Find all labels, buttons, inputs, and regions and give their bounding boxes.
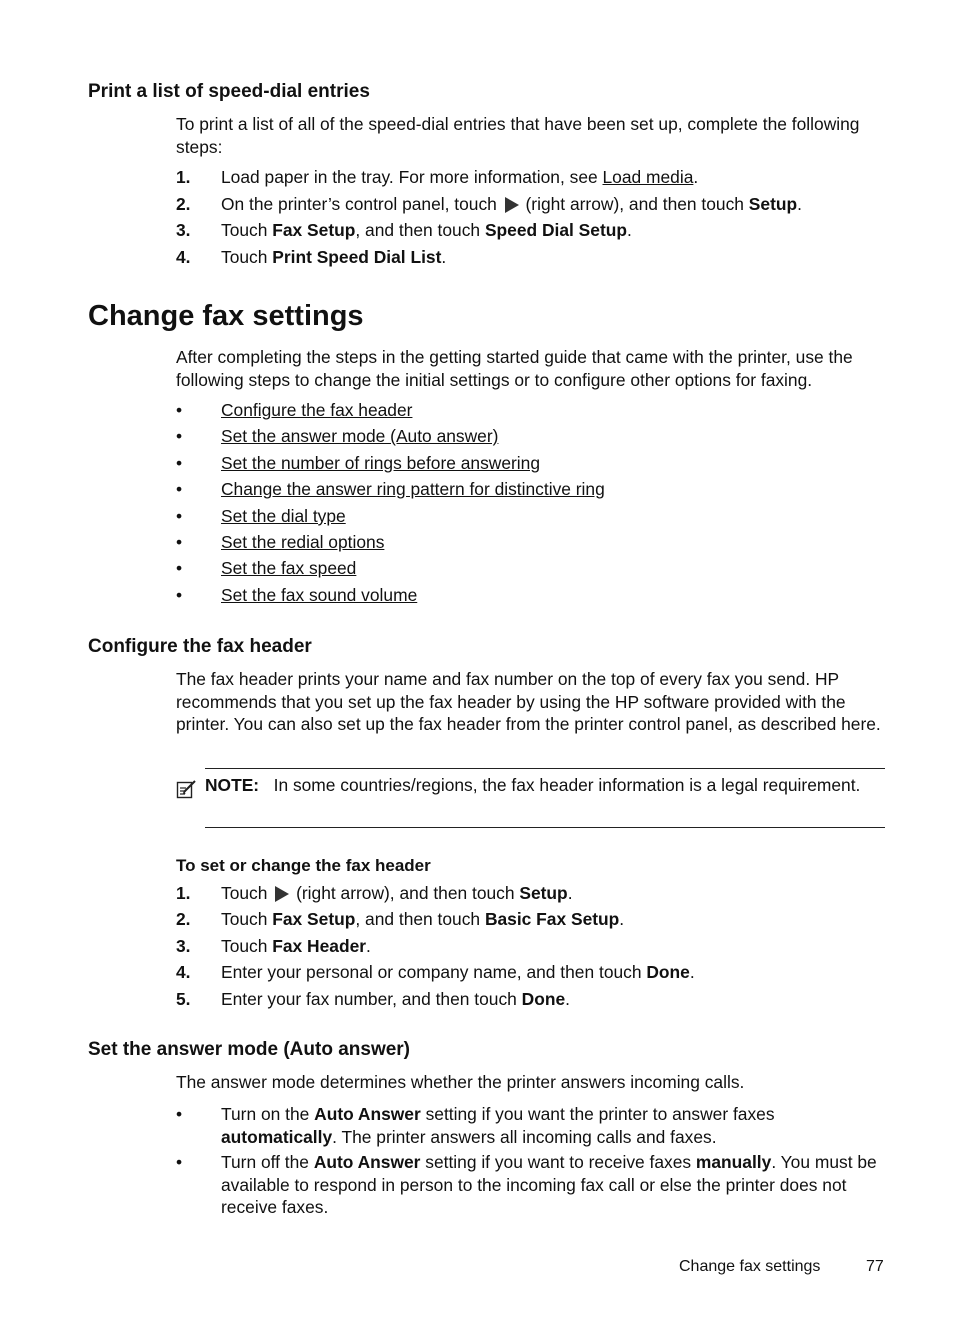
- bullet-marker: •: [176, 479, 183, 499]
- section-intro: After completing the steps in the getting started guide that came with the printer, use the following steps to change the initial settings or to configure other options for faxing.: [176, 347, 853, 390]
- section-heading-answer-mode: Set the answer mode (Auto answer): [88, 1039, 411, 1060]
- procedure-heading: To set or change the fax header: [176, 856, 431, 875]
- section-intro: The answer mode determines whether the printer answers incoming calls.: [176, 1072, 745, 1092]
- note-bottom-rule: [205, 827, 885, 828]
- step-number: 2.: [176, 909, 191, 929]
- step-number: 2.: [176, 194, 191, 214]
- right-arrow-icon: [275, 886, 289, 902]
- note-top-rule: [205, 768, 885, 769]
- configure-fax-header-link[interactable]: Configure the fax header: [221, 400, 413, 420]
- answer-mode-link[interactable]: Set the answer mode (Auto answer): [221, 426, 499, 446]
- bullet-marker: •: [176, 1152, 183, 1172]
- note-label: NOTE:: [205, 775, 260, 795]
- step-number: 1.: [176, 883, 191, 903]
- load-media-link[interactable]: Load media: [602, 167, 694, 187]
- bullet-marker: •: [176, 400, 183, 420]
- note-body: In some countries/regions, the fax header information is a legal requirement.: [273, 775, 861, 795]
- rings-before-answering-link[interactable]: Set the number of rings before answering: [221, 453, 541, 473]
- bullet-marker: •: [176, 585, 183, 605]
- step-number: 4.: [176, 247, 191, 267]
- note-callout: [205, 774, 885, 797]
- step-number: 1.: [176, 167, 191, 187]
- bullet-marker: •: [176, 558, 183, 578]
- page-number: 77: [866, 1258, 884, 1275]
- redial-options-link[interactable]: Set the redial options: [221, 532, 385, 552]
- right-arrow-icon: [505, 197, 519, 213]
- bullet-marker: •: [176, 426, 183, 446]
- bullet-marker: •: [176, 506, 183, 526]
- section-heading-speed-dial: Print a list of speed-dial entries: [88, 81, 370, 102]
- step-number: 5.: [176, 989, 191, 1009]
- bullet-marker: •: [176, 532, 183, 552]
- section-heading-fax-header: Configure the fax header: [88, 636, 312, 657]
- note-icon: [176, 779, 198, 804]
- footer-section-name: Change fax settings: [679, 1258, 821, 1275]
- step-number: 4.: [176, 962, 191, 982]
- page-title: Change fax settings: [88, 300, 364, 332]
- step-number: 3.: [176, 220, 191, 240]
- distinctive-ring-link[interactable]: Change the answer ring pattern for distinctive ring: [221, 479, 605, 499]
- fax-sound-volume-link[interactable]: Set the fax sound volume: [221, 585, 418, 605]
- bullet-marker: •: [176, 453, 183, 473]
- section-intro: The fax header prints your name and fax number on the top of every fax you send. HP recommends that you set up the fax header by using the HP software provided with the printer. You can also set up the fax header from the printer control panel, as described here.: [176, 669, 881, 734]
- dial-type-link[interactable]: Set the dial type: [221, 506, 346, 526]
- manual-page: Print a list of speed-dial entries To print a list of all of the speed-dial entries that have been set up, complete the following steps: 1. Load paper in the tray. For more information, see Load media. 2. On the printer’s control panel, touch (right arrow), and then touch Setup. 3. Touch Fax Setup, and then touch Speed Dial Setup. 4. Touch Print Speed Dial List. Change fax settings After completing the steps in the getting started guide that came with the printer, use the following steps to change the initial settings or to configure other options for faxing. • Configure the fax header • Set the answer mode (Auto answer) • Set the number of rings before answering • Change the answer ring pattern for distinctive ring • Set the dial type • Set the redial options • Set the fax speed • Set the fax sound volume Configure the fax header The fax header prints your name and fax number on the top of every fax you send. HP recommends that you set up the fax header by using the HP software provided with the printer. You can also set up the fax header from the printer control panel, as described here. NOTE: In some countries/regions, the fax header information is a legal requirement. To set or change the fax header 1. Touch (right arrow), and then touch Setup. 2. Touch Fax Setup, and then touch Basic Fax Setup. 3. Touch Fax Header. 4. Enter your personal or company name, and then touch Done. 5. Enter your fax number, and then touch Done. Set the answer mode (Auto answer) The answer mode determines whether the printer answers incoming calls. • Turn on the Auto Answer setting if you want the printer to answer faxes automatically. The printer answers all incoming calls and faxes. • Turn off the Auto Answer setting if you want to receive faxes manually. You must be available to respond in person to the incoming fax call or else the printer does not receive faxes. Change fax settings 77: [0, 0, 954, 1321]
- bullet-marker: •: [176, 1104, 183, 1124]
- step-number: 3.: [176, 936, 191, 956]
- section-intro: To print a list of all of the speed-dial entries that have been set up, complete the following steps:: [176, 114, 860, 157]
- fax-speed-link[interactable]: Set the fax speed: [221, 558, 357, 578]
